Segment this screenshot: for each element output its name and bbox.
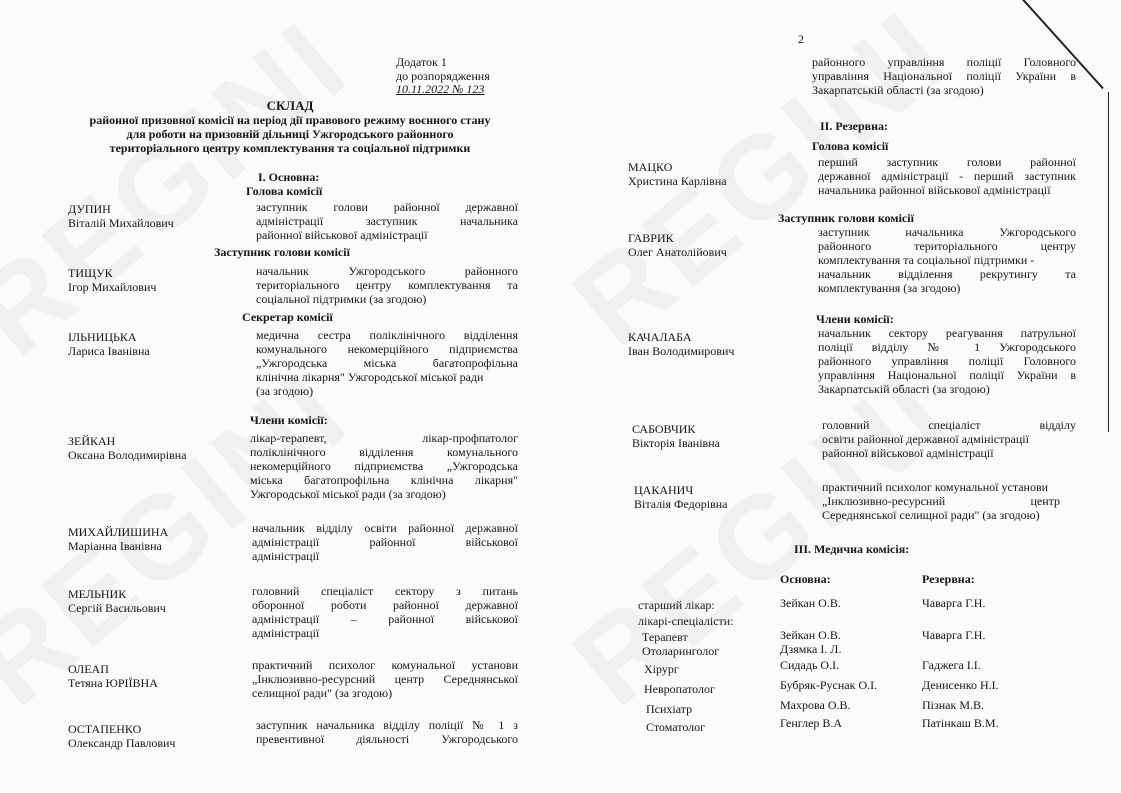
member-position: Середнянської селищної ради" (за згодою) [822, 508, 1040, 522]
member-position: головний спеціаліст відділу [822, 418, 1076, 432]
member-position: Закарпатській області (за згодою) [812, 83, 984, 97]
member-position: заступник голови районної державної [256, 200, 518, 214]
member-name: Олександр Павлович [68, 736, 176, 750]
medical-column-header: Основна: [780, 572, 831, 586]
medical-main-doctor: Сидадь О.І. [780, 658, 840, 672]
member-position: адміністрації заступник начальника [256, 214, 518, 228]
member-position: Ужгородської міської ради (за згодою) [250, 487, 446, 501]
medical-reserve-doctor: Чаварга Г.Н. [922, 596, 986, 610]
member-surname: КАЧАЛАБА [628, 330, 692, 344]
scan-edge-line [1108, 92, 1109, 432]
medical-role: старший лікар: [638, 598, 715, 612]
member-position: поліклінічного відділення комунального [250, 445, 518, 459]
member-position: комунального некомерційного підприємства [256, 342, 518, 356]
role-heading: Секретар комісії [242, 310, 333, 324]
member-position: оборонної роботи районної державної [252, 598, 518, 612]
medical-role: Невропатолог [644, 682, 715, 696]
member-position: начальника районної військової адміністрації [818, 183, 1051, 197]
member-name: Іван Володимирович [628, 344, 735, 358]
role-heading: Голова комісії [246, 184, 323, 198]
medical-role: Стоматолог [646, 720, 706, 734]
member-position: комплектування та соціальної підтримки - [818, 253, 1035, 267]
member-position: некомерційного підприємства „Ужгородська [250, 459, 518, 473]
member-name: Тетяна ЮРІЇВНА [68, 676, 158, 690]
member-position: комплектування (за згодою) [818, 281, 961, 295]
member-position: соціальної підтримки (за згодою) [256, 292, 427, 306]
member-name: Вікторія Іванівна [632, 436, 720, 450]
role-heading: Члени комісії: [816, 312, 894, 326]
member-position: освіти районної державної адміністрації [822, 432, 1029, 446]
member-surname: ГАВРИК [628, 231, 674, 245]
watermark [560, 344, 974, 733]
member-surname: ОСТАПЕНКО [68, 722, 142, 736]
member-name: Олег Анатолійович [628, 245, 727, 259]
member-position: районного територіального центру [818, 239, 1076, 253]
role-heading: Члени комісії: [250, 413, 328, 427]
page-number: 2 [798, 32, 804, 46]
member-position: державної адміністрації - перший заступник [818, 169, 1076, 183]
member-name: Ігор Михайлович [68, 280, 157, 294]
member-surname: ОЛЕАП [68, 662, 109, 676]
member-position: „Інклюзивно-ресурсний центр [822, 494, 1060, 508]
member-position: районного управління поліції Головного [812, 55, 1076, 69]
member-position: Закарпатській області (за згодою) [818, 382, 990, 396]
member-surname: МЕЛЬНИК [68, 587, 127, 601]
medical-column-header: Резервна: [922, 572, 975, 586]
medical-reserve-doctor: Гаджега І.І. [922, 658, 981, 672]
member-surname: МИХАЙЛИШИНА [68, 525, 169, 539]
medical-reserve-doctor: Пізнак М.В. [922, 698, 984, 712]
medical-role: Терапевт [642, 630, 688, 644]
member-name: Маріанна Іванівна [68, 539, 162, 553]
medical-reserve-doctor: Патінкаш В.М. [922, 716, 999, 730]
member-position: начальник Ужгородського районного [256, 264, 518, 278]
member-position: перший заступник голови районної [818, 155, 1076, 169]
member-position: управління Національної поліції України в [812, 69, 1076, 83]
appendix-label: Додаток 1 [396, 55, 447, 69]
member-name: Віталій Михайлович [68, 216, 174, 230]
member-position: адміністрації [252, 549, 320, 563]
member-position: селищної ради" (за згодою) [252, 686, 393, 700]
medical-reserve-doctor: Чаварга Г.Н. [922, 628, 986, 642]
member-position: начальник відділу освіти районної державної [252, 521, 518, 535]
medical-main-doctor: Генглер В.А [780, 716, 843, 730]
member-surname: ЗЕЙКАН [68, 434, 116, 448]
medical-role: Отоларинголог [642, 644, 720, 658]
document-subtitle: районної призовної комісії на період дії правового режиму воєнного стану [89, 113, 491, 127]
member-surname: ІЛЬНИЦЬКА [68, 330, 137, 344]
document-page-right [560, 0, 1121, 793]
member-position: „Ужгородська міська багатопрофільна [256, 356, 518, 370]
member-position: лікар-терапевт, лікар-профпатолог [250, 431, 518, 445]
role-heading: Голова комісії [812, 139, 889, 153]
member-position: міська багатопрофільна клінічна лікарня" [250, 473, 518, 487]
member-position: районної військової адміністрації [256, 228, 428, 242]
medical-main-doctor: Дзямка І. Л. [780, 642, 842, 656]
member-position: адміністрації – районної військової [252, 612, 518, 626]
member-surname: ДУПИН [68, 202, 111, 216]
member-position: заступник начальника відділу поліції № 1 з [256, 718, 518, 732]
member-position: практичний психолог комунальної установи [822, 480, 1049, 494]
document-subtitle: для роботи на призовній дільниці Ужгородського районного [126, 127, 454, 141]
section-heading: ІІІ. Медична комісія: [794, 542, 910, 556]
member-name: Лариса Іванівна [68, 344, 150, 358]
member-position: адміністрації [252, 626, 320, 640]
medical-main-doctor: Зейкан О.В. [780, 596, 841, 610]
medical-main-doctor: Зейкан О.В. [780, 628, 841, 642]
member-name: Христина Карлівна [628, 174, 727, 188]
member-position: начальник відділення рекрутингу та [818, 267, 1076, 281]
document-subtitle: територіального центру комплектування та соціальної підтримки [109, 141, 471, 155]
medical-reserve-doctor: Денисенко Н.І. [922, 678, 999, 692]
member-name: Оксана Володимирівна [68, 448, 187, 462]
member-position: превентивної діяльності Ужгородського [256, 732, 518, 746]
member-name: Віталія Федорівна [634, 497, 728, 511]
member-position: районної військової адміністрації [822, 446, 994, 460]
document-title: СКЛАД [266, 98, 314, 113]
appendix-order-date: 10.11.2022 № 123 [396, 82, 485, 96]
member-position: поліції відділу № 1 Ужгородського [818, 340, 1076, 354]
member-position: районного управління поліції Головного [818, 354, 1076, 368]
member-position: практичний психолог комунальної установи [252, 658, 518, 672]
member-position: територіального центру комплектування та [256, 278, 518, 292]
member-surname: ТИЩУК [68, 266, 113, 280]
appendix-order-label: до розпорядження [396, 69, 490, 83]
member-position: адміністрації районної військової [252, 535, 518, 549]
member-position: управління Національної поліції України в [818, 368, 1076, 382]
medical-main-doctor: Махрова О.В. [780, 698, 851, 712]
role-heading: Заступник голови комісії [778, 211, 914, 225]
role-heading: Заступник голови комісії [214, 245, 350, 259]
member-position: „Інклюзивно-ресурсний центр Середнянської [252, 672, 518, 686]
member-surname: МАЦКО [628, 160, 673, 174]
member-name: Сергій Васильович [68, 601, 166, 615]
medical-role: лікарі-спеціалісти: [638, 614, 734, 628]
medical-role: Хірург [644, 662, 679, 676]
section-heading: ІІ. Резервна: [820, 119, 889, 133]
member-position: заступник начальника Ужгородського [818, 225, 1076, 239]
member-position: клінічна лікарня" Ужгородської міської ради [256, 370, 484, 384]
member-surname: САБОВЧИК [632, 422, 696, 436]
member-surname: ЦАКАНИЧ [634, 483, 694, 497]
member-position: (за згодою) [256, 384, 314, 398]
medical-main-doctor: Бубряк-Руснак О.І. [780, 678, 878, 692]
medical-role: Психіатр [646, 702, 693, 716]
member-position: медична сестра поліклінічного відділення [256, 328, 518, 342]
member-position: начальник сектору реагування патрульної [818, 326, 1076, 340]
section-heading: І. Основна: [258, 170, 320, 184]
member-position: головний спеціаліст сектору з питань [252, 584, 518, 598]
document-page-left [0, 0, 560, 793]
